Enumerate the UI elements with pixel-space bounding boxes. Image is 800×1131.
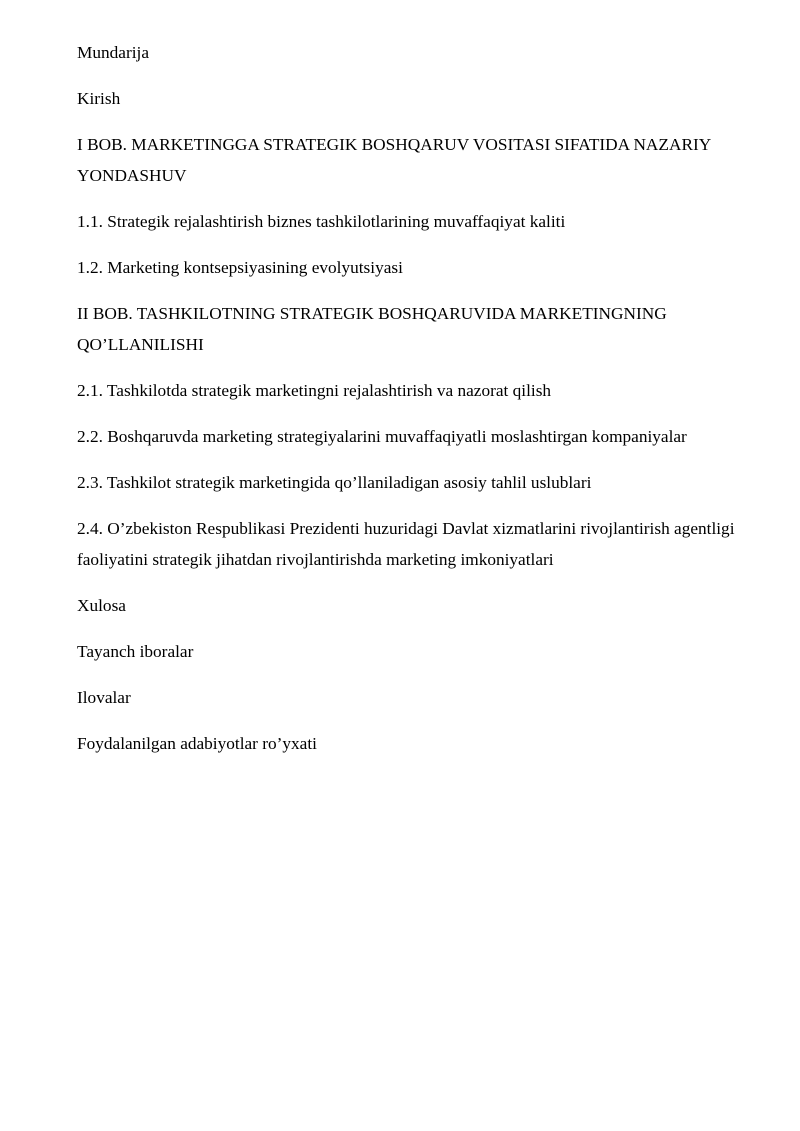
table-of-contents [77, 37, 757, 774]
toc-entry-conclusion: Xulosa [77, 596, 126, 615]
toc-entry-chapter-1: I BOB. MARKETINGGA STRATEGIK BOSHQARUV VOSITASI SIFATIDA NAZARIY YONDASHUV [77, 135, 711, 185]
toc-entry-section-1-1: 1.1. Strategik rejalashtirish biznes tashkilotlarining muvaffaqiyat kaliti [77, 212, 566, 231]
toc-entry-appendices: Ilovalar [77, 688, 131, 707]
toc-entry-section-1-2: 1.2. Marketing kontsepsiyasining evolyutsiyasi [77, 258, 403, 277]
toc-heading: Mundarija [77, 43, 149, 62]
toc-entry-chapter-2: II BOB. TASHKILOTNING STRATEGIK BOSHQARUVIDA MARKETINGNING QO’LLANILISHI [77, 304, 667, 354]
toc-entry-introduction: Kirish [77, 89, 121, 108]
toc-entry-section-2-3: 2.3. Tashkilot strategik marketingida qo’llaniladigan asosiy tahlil uslublari [77, 473, 592, 492]
toc-entry-key-terms: Tayanch iboralar [77, 642, 194, 661]
toc-entry-section-2-1: 2.1. Tashkilotda strategik marketingni rejalashtirish va nazorat qilish [77, 381, 552, 400]
toc-entry-section-2-4: 2.4. O’zbekiston Respublikasi Prezidenti huzuridagi Davlat xizmatlarini rivojlantirish agentligi faoliyatini strategik jihatdan rivojlantirishda marketing imkoniyatlari [77, 519, 735, 569]
toc-entry-section-2-2: 2.2. Boshqaruvda marketing strategiyalarini muvaffaqiyatli moslashtirgan kompaniyalar [77, 427, 687, 446]
toc-entry-bibliography: Foydalanilgan adabiyotlar ro’yxati [77, 734, 317, 753]
